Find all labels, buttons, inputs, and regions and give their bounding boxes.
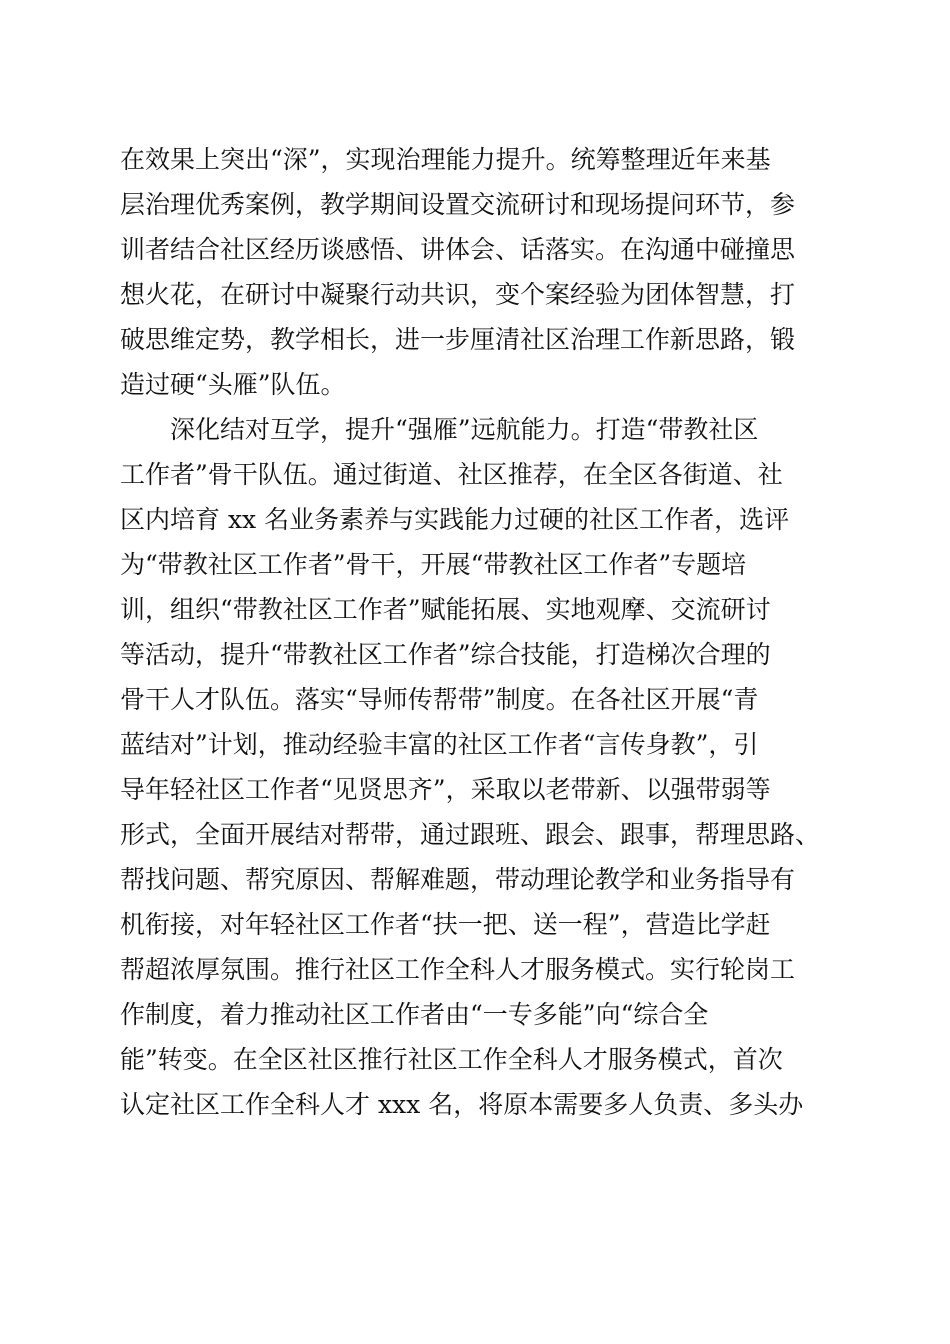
text-line: 认定社区工作全科人才 xxx 名，将原本需要多人负责、多头办 <box>120 1090 804 1119</box>
text-line: 能”转变。在全区社区推行社区工作全科人才服务模式，首次 <box>120 1045 783 1074</box>
text-line: 训者结合社区经历谈感悟、讲体会、话落实。在沟通中碰撞思 <box>120 235 796 264</box>
text-line: 在效果上突出“深”，实现治理能力提升。统筹整理近年来基 <box>120 145 771 174</box>
text-line: 想火花，在研讨中凝聚行动共识，变个案经验为团体智慧，打 <box>120 280 796 309</box>
text-line: 帮超浓厚氛围。推行社区工作全科人才服务模式。实行轮岗工 <box>120 955 796 984</box>
text-line: 蓝结对”计划，推动经验丰富的社区工作者“言传身教”，引 <box>120 730 759 759</box>
text-line: 导年轻社区工作者“见贤思齐”，采取以老带新、以强带弱等 <box>120 775 771 804</box>
text-line: 训，组织“带教社区工作者”赋能拓展、实地观摩、交流研讨 <box>120 595 771 624</box>
text-line: 骨干人才队伍。落实“导师传帮带”制度。在各社区开展“青 <box>120 685 759 714</box>
text-line: 造过硬“头雁”队伍。 <box>120 370 346 399</box>
text-line: 等活动，提升“带教社区工作者”综合技能，打造梯次合理的 <box>120 640 771 669</box>
text-line: 区内培育 xx 名业务素养与实践能力过硬的社区工作者，选评 <box>120 505 790 534</box>
text-line: 机衔接，对年轻社区工作者“扶一把、送一程”，营造比学赶 <box>120 910 771 939</box>
text-line: 工作者”骨干队伍。通过街道、社区推荐，在全区各街道、社 <box>120 460 783 489</box>
text-line: 层治理优秀案例，教学期间设置交流研讨和现场提问环节，参 <box>120 190 796 219</box>
text-line: 为“带教社区工作者”骨干，开展“带教社区工作者”专题培 <box>120 550 747 579</box>
paragraph-first-line: 深化结对互学，提升“强雁”远航能力。打造“带教社区 <box>170 415 759 444</box>
text-line: 帮找问题、帮究原因、帮解难题，带动理论教学和业务指导有 <box>120 865 796 894</box>
text-line: 破思维定势，教学相长，进一步厘清社区治理工作新思路，锻 <box>120 325 796 354</box>
text-line: 形式，全面开展结对帮带，通过跟班、跟会、跟事，帮理思路、 <box>120 820 821 849</box>
text-line: 作制度，着力推动社区工作者由“一专多能”向“综合全 <box>120 1000 709 1029</box>
